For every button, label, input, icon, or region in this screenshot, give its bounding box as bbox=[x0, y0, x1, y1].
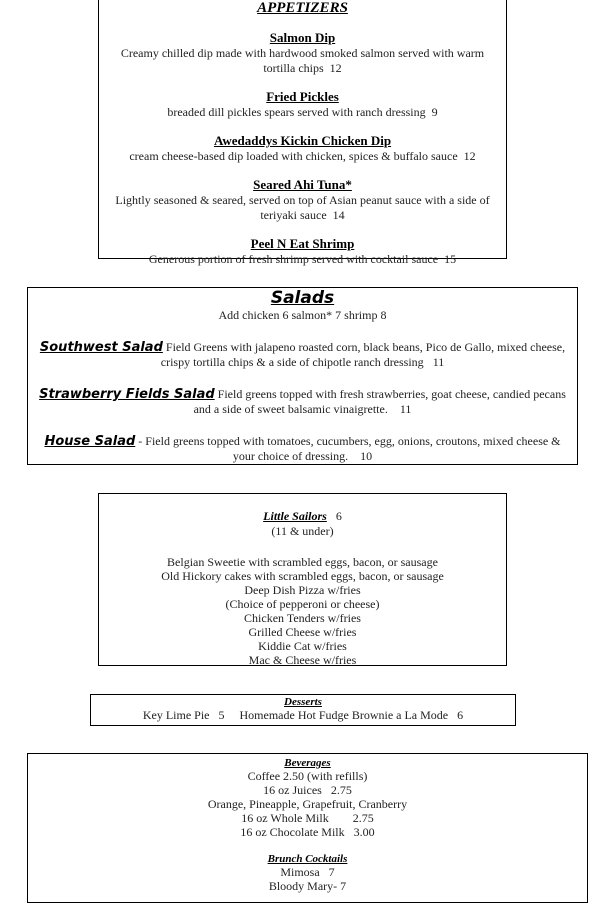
salad-item bbox=[34, 387, 571, 417]
appetizer-desc bbox=[99, 46, 506, 76]
appetizer-item bbox=[99, 177, 506, 223]
appetizer-desc-text: Creamy chilled dip made with hardwood smoked salmon served with warm tortilla chips bbox=[120, 46, 485, 75]
kids-item: Chicken Tenders w/fries bbox=[244, 611, 361, 625]
appetizer-desc-text: breaded dill pickles spears served with ranch dressing bbox=[167, 105, 426, 119]
appetizer-desc bbox=[99, 193, 506, 223]
desserts-section bbox=[90, 694, 516, 726]
salad-desc: - Field greens topped with tomatoes, cucumbers, egg, onions, croutons, mixed cheese & your choice of dressing. bbox=[138, 434, 561, 463]
appetizers-title: APPETIZERS bbox=[257, 0, 348, 16]
salad-item bbox=[34, 340, 571, 370]
appetizer-price: 14 bbox=[332, 208, 345, 222]
appetizer-name: Salmon Dip bbox=[269, 30, 336, 45]
salad-desc: Field greens topped with fresh strawberries, goat cheese, candied pecans and a side of sweet balsamic vinaigrette. bbox=[193, 387, 566, 416]
appetizer-desc bbox=[99, 105, 506, 120]
appetizer-price: 9 bbox=[431, 105, 438, 119]
appetizers-section bbox=[98, 0, 507, 266]
desserts-line: Key Lime Pie 5 Homemade Hot Fudge Brownie a La Mode 6 bbox=[142, 708, 464, 722]
salad-name: Southwest Salad bbox=[39, 340, 163, 355]
kids-item: Old Hickory cakes with scrambled eggs, bacon, or sausage bbox=[161, 569, 444, 583]
beverage-item: 16 oz Whole Milk 2.75 bbox=[241, 811, 374, 825]
salad-item bbox=[34, 434, 571, 464]
kids-item: (Choice of pepperoni or cheese) bbox=[225, 597, 380, 611]
beverage-item: 16 oz Chocolate Milk 3.00 bbox=[240, 825, 375, 839]
appetizer-price: 12 bbox=[329, 61, 342, 75]
kids-item: Grilled Cheese w/fries bbox=[248, 625, 357, 639]
appetizer-desc-text: cream cheese-based dip loaded with chicken, spices & buffalo sauce bbox=[129, 149, 458, 163]
salads-addons: Add chicken 6 salmon* 7 shrimp 8 bbox=[218, 308, 387, 322]
little-sailors-title: Little Sailors bbox=[263, 509, 327, 523]
kids-item: Belgian Sweetie with scrambled eggs, bacon, or sausage bbox=[167, 555, 438, 569]
beverages-title: Beverages bbox=[284, 757, 331, 769]
appetizer-name: Fried Pickles bbox=[266, 89, 339, 104]
kids-item: Mac & Cheese w/fries bbox=[248, 653, 357, 667]
little-sailors-price: 6 bbox=[335, 509, 342, 523]
kids-item: Kiddie Cat w/fries bbox=[258, 639, 347, 653]
salad-price: 11 bbox=[399, 402, 412, 416]
beverage-item: 16 oz Juices 2.75 bbox=[263, 783, 352, 797]
appetizer-price: 15 bbox=[444, 252, 457, 266]
appetizer-name: Seared Ahi Tuna* bbox=[253, 177, 352, 192]
salad-name: Strawberry Fields Salad bbox=[39, 387, 215, 402]
salad-name: House Salad bbox=[44, 434, 136, 449]
salad-desc: Field Greens with jalapeno roasted corn, black beans, Pico de Gallo, mixed cheese, crispy tortilla chips & a side of chipotle ranch dressing bbox=[160, 340, 566, 369]
beverage-item: Orange, Pineapple, Grapefruit, Cranberry bbox=[207, 797, 408, 811]
salad-price: 11 bbox=[432, 355, 445, 369]
appetizer-desc-text: Lightly seasoned & seared, served on top of Asian peanut sauce with a side of teriyaki sauce bbox=[115, 193, 490, 222]
beverages-section bbox=[27, 753, 588, 903]
appetizer-desc bbox=[99, 252, 506, 267]
appetizer-name: Peel N Eat Shrimp bbox=[250, 236, 355, 251]
brunch-item: Bloody Mary- 7 bbox=[268, 879, 347, 893]
salads-title: Salads bbox=[270, 288, 335, 308]
brunch-title: Brunch Cocktails bbox=[267, 853, 348, 865]
kids-item: Deep Dish Pizza w/fries bbox=[244, 583, 361, 597]
beverage-item: Coffee 2.50 (with refills) bbox=[247, 769, 368, 783]
appetizer-item bbox=[99, 30, 506, 76]
appetizer-price: 12 bbox=[463, 149, 476, 163]
salads-section bbox=[27, 287, 578, 465]
appetizer-desc bbox=[99, 149, 506, 164]
little-sailors-section bbox=[98, 493, 507, 666]
appetizer-item bbox=[99, 133, 506, 164]
little-sailors-heading bbox=[99, 509, 506, 524]
appetizer-name: Awedaddys Kickin Chicken Dip bbox=[213, 133, 392, 148]
appetizer-item bbox=[99, 236, 506, 267]
desserts-title: Desserts bbox=[284, 696, 322, 708]
appetizer-desc-text: Generous portion of fresh shrimp served with cocktail sauce bbox=[148, 252, 439, 266]
salad-price: 10 bbox=[360, 449, 373, 463]
little-sailors-age: (11 & under) bbox=[271, 524, 334, 538]
appetizer-item bbox=[99, 89, 506, 120]
brunch-item: Mimosa 7 bbox=[280, 865, 335, 879]
